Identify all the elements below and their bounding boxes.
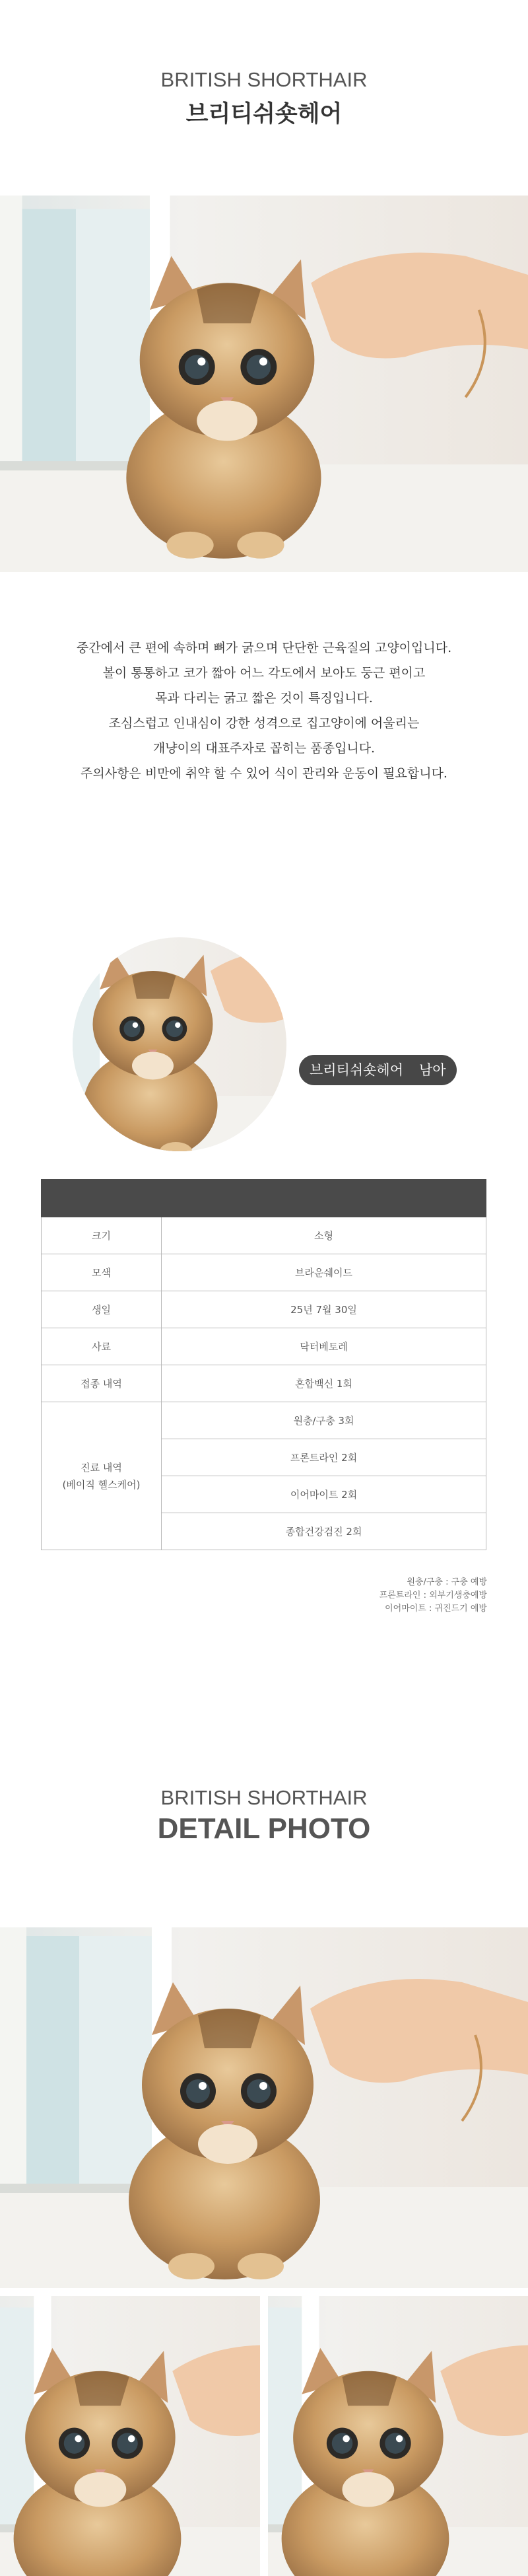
- breed-sex-badge: [299, 1055, 457, 1085]
- detail-photo-title: DETAIL PHOTO: [157, 1812, 371, 1845]
- description-line: 주의사항은 비만에 취약 할 수 있어 식이 관리와 운동이 필요합니다.: [81, 766, 447, 781]
- detail-kitten-photo-right: [268, 2296, 528, 2576]
- intro-header: [0, 68, 528, 129]
- table-row: [42, 1402, 486, 1439]
- row-value: 25년 7월 30일: [162, 1291, 486, 1328]
- care-value: 원충/구충 3회: [162, 1402, 486, 1439]
- care-history-label: 진료 내역 (베이직 헬스케어): [42, 1402, 162, 1550]
- row-value: 소형: [162, 1217, 486, 1254]
- description-line: 볼이 통통하고 코가 짧아 어느 각도에서 보아도 둥근 편이고: [102, 666, 426, 680]
- note-line: 프론트라인 : 외부기생충예방: [379, 1591, 487, 1600]
- row-value: 혼합백신 1회: [162, 1365, 486, 1402]
- table-row: [42, 1365, 486, 1402]
- table-row: [42, 1291, 486, 1328]
- row-label: 사료: [42, 1328, 162, 1365]
- note-line: 원충/구충 : 구충 예방: [407, 1577, 487, 1587]
- detail-english-subtitle: BRITISH SHORTHAIR: [160, 1786, 368, 1809]
- note-line: 이어마이트 : 귀진드기 예방: [385, 1604, 487, 1614]
- table-row: [42, 1254, 486, 1291]
- table-header-row: [42, 1180, 486, 1217]
- breed-description: [0, 635, 528, 786]
- badge-sex: 남아: [419, 1062, 446, 1078]
- care-notes: [380, 1576, 487, 1616]
- detail-photo-header: [0, 1786, 528, 1845]
- table-row: [42, 1217, 486, 1254]
- kitten-info-table: [41, 1179, 486, 1550]
- description-line: 목과 다리는 굵고 짧은 것이 특징입니다.: [155, 691, 373, 705]
- row-value: 브라운쉐이드: [162, 1254, 486, 1291]
- row-label: 크기: [42, 1217, 162, 1254]
- description-line: 조심스럽고 인내심이 강한 성격으로 집고양이에 어울리는: [108, 716, 420, 731]
- detail-kitten-photo-left: [0, 2296, 260, 2576]
- description-line: 개냥이의 대표주자로 꼽히는 품종입니다.: [152, 741, 376, 756]
- badge-breed: 브리티쉬숏헤어: [310, 1062, 404, 1078]
- row-label: 모색: [42, 1254, 162, 1291]
- description-line: 중간에서 큰 편에 속하며 뼈가 굵으며 단단한 근육질의 고양이입니다.: [76, 641, 452, 655]
- row-value: 닥터베토레: [162, 1328, 486, 1365]
- row-label: 접종 내역: [42, 1365, 162, 1402]
- table-row: [42, 1328, 486, 1365]
- hero-kitten-photo: [0, 196, 528, 572]
- care-value: 종합건강검진 2회: [162, 1513, 486, 1550]
- care-value: 프론트라인 2회: [162, 1439, 486, 1476]
- breed-english-subtitle: BRITISH SHORTHAIR: [160, 68, 368, 91]
- profile-kitten-photo: [73, 937, 286, 1151]
- care-value: 이어마이트 2회: [162, 1476, 486, 1513]
- row-label: 생일: [42, 1291, 162, 1328]
- detail-kitten-photo-large: [0, 1927, 528, 2288]
- breed-korean-title: 브리티쉬숏헤어: [185, 101, 343, 127]
